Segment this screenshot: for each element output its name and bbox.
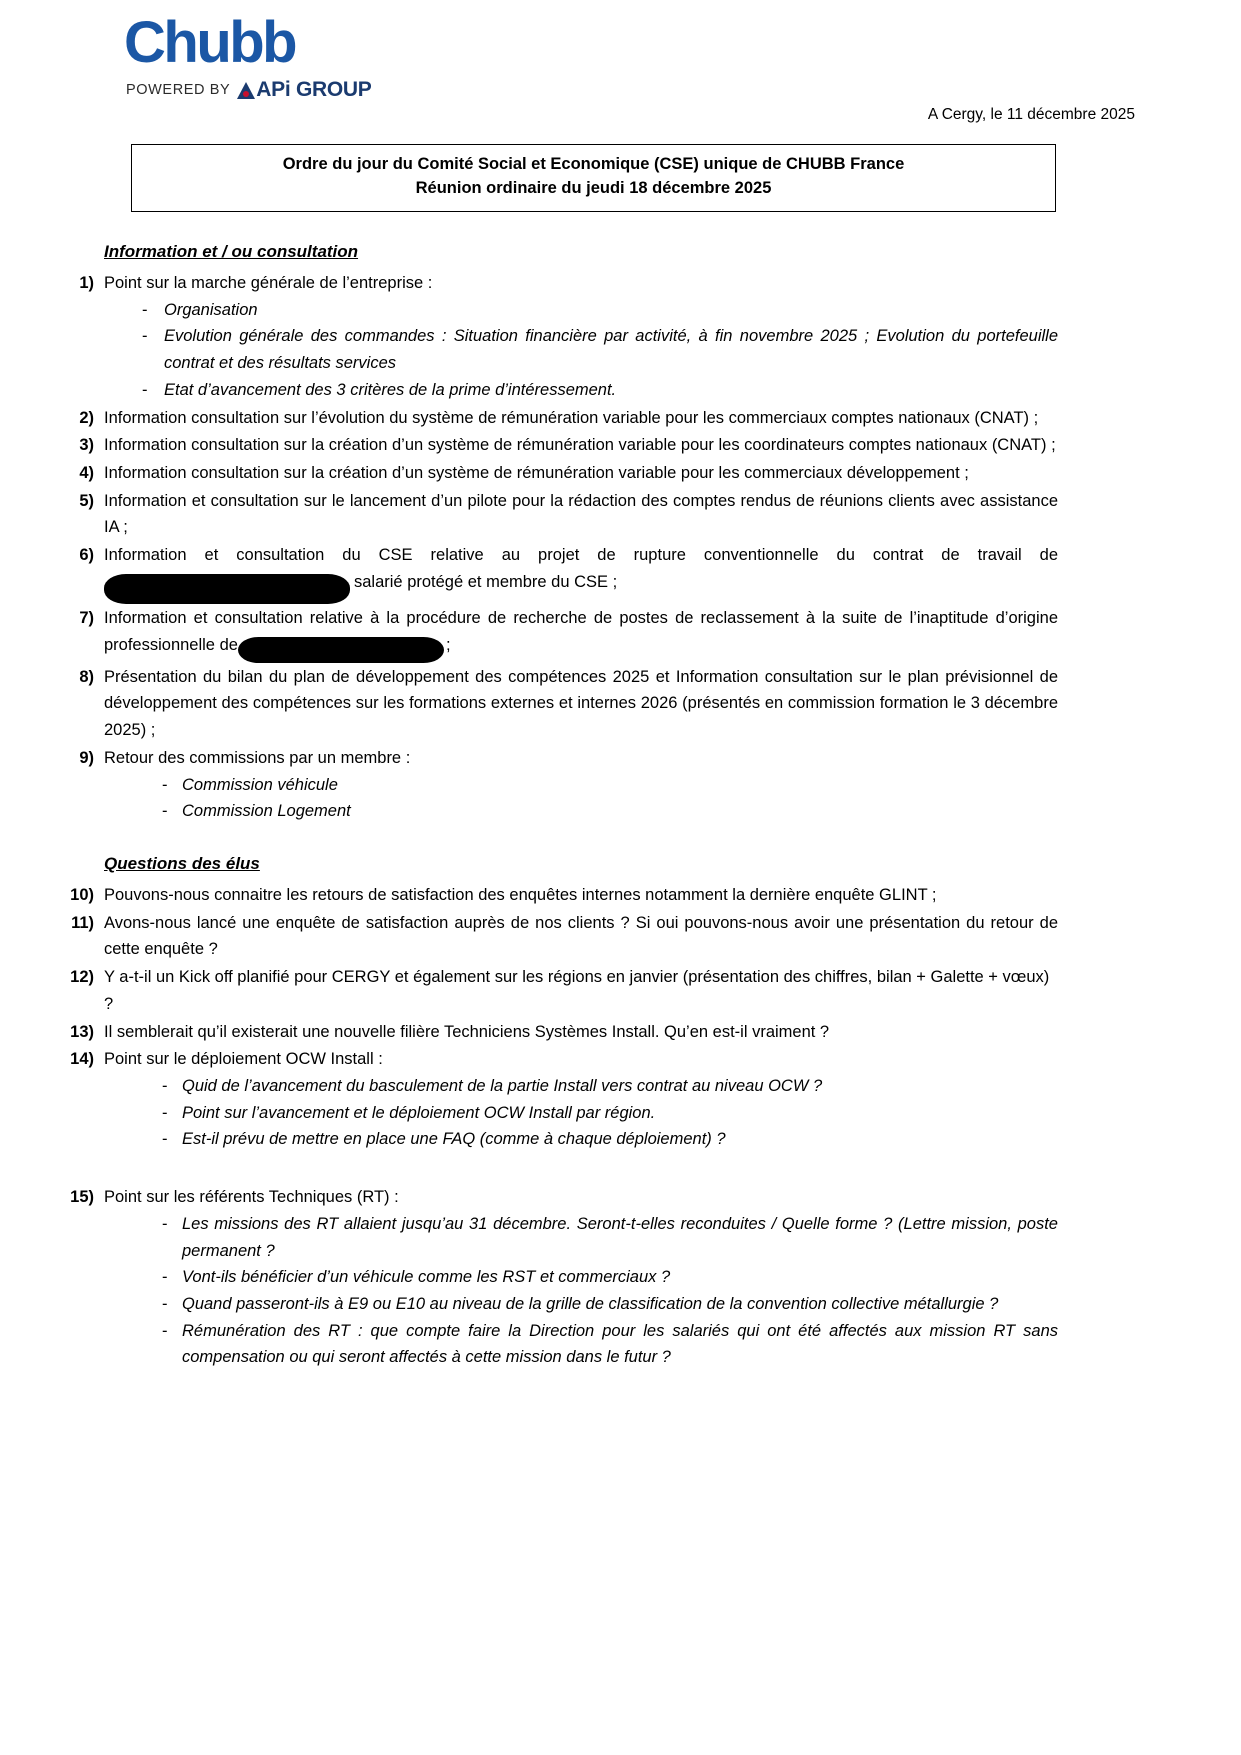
item-text-after-redaction: ; xyxy=(445,635,451,654)
list-item xyxy=(60,664,1060,744)
sub-item: - Est-il prévu de mettre en place une FAQ (comme à chaque déploiement) ? xyxy=(104,1126,1060,1153)
item-text: Avons-nous lancé une enquête de satisfaction auprès de nos clients ? Si oui pouvons-nous avoir une présentation du retour de cette enquête ? xyxy=(104,913,1058,959)
item-text xyxy=(104,605,1060,663)
list-item xyxy=(60,882,1060,909)
item-text-after-redaction: salarié protégé et membre du CSE ; xyxy=(354,572,618,591)
title-box xyxy=(131,144,1056,212)
item-text: Il semblerait qu’il existerait une nouvelle filière Techniciens Systèmes Install. Qu’en est-il vraiment ? xyxy=(104,1022,830,1041)
chubb-logo xyxy=(124,10,444,102)
logo-wordmark: Chubb xyxy=(124,10,296,75)
item-number: 13) xyxy=(70,1022,94,1041)
sub-item: - Point sur l’avancement et le déploiement OCW Install par région. xyxy=(104,1100,1060,1127)
list-item xyxy=(60,1019,1060,1046)
item-number: 14) xyxy=(70,1050,94,1069)
list-item xyxy=(60,745,1060,825)
sub-item: - Vont-ils bénéficier d’un véhicule comme les RST et commerciaux ? xyxy=(104,1264,1060,1291)
item-text: Point sur le déploiement OCW Install : xyxy=(104,1050,383,1069)
title-line-1: Ordre du jour du Comité Social et Economique (CSE) unique de CHUBB France xyxy=(282,155,905,173)
item-text: Information et consultation sur le lancement d’un pilote pour la rédaction des comptes rendus de réunions clients avec assistance IA ; xyxy=(104,491,1058,537)
questions-items-list xyxy=(60,882,1060,1371)
list-item xyxy=(60,432,1060,459)
item-text xyxy=(104,542,1060,604)
item-text: Pouvons-nous connaitre les retours de satisfaction des enquêtes internes notamment la dernière enquête GLINT ; xyxy=(104,885,937,904)
redaction-block xyxy=(238,637,444,663)
list-item xyxy=(60,964,1060,1017)
list-item xyxy=(60,270,1060,404)
section-spacer xyxy=(60,826,1060,848)
sub-item: - Quand passeront-ils à E9 ou E10 au niveau de la grille de classification de la convention collective métallurgie ? xyxy=(104,1291,1060,1318)
item-text: Point sur les référents Techniques (RT) : xyxy=(104,1188,399,1207)
item-number: 10) xyxy=(70,885,94,904)
api-group-mark xyxy=(237,78,371,102)
item-number: 4) xyxy=(79,464,94,483)
item-number: 5) xyxy=(79,491,94,510)
sub-item: - Evolution générale des commandes : Situation financière par activité, à fin novembre 2025 ; Evolution du portefeuille contrat et des résultats services xyxy=(104,323,1060,376)
item-number: 2) xyxy=(79,408,94,427)
list-item xyxy=(60,542,1060,604)
sub-item: - Commission Logement xyxy=(104,798,1060,825)
item-text: Y a-t-il un Kick off planifié pour CERGY et également sur les régions en janvier (présentation des chiffres, bilan + Galette + vœux) ? xyxy=(104,968,1050,1013)
item-text: Information consultation sur la création d’un système de rémunération variable pour les coordinateurs comptes nationaux (CNAT) ; xyxy=(104,436,1056,455)
item-text: Information consultation sur la création d’un système de rémunération variable pour les commerciaux développement ; xyxy=(104,464,969,483)
item-number: 15) xyxy=(70,1188,94,1207)
logo-tagline xyxy=(126,78,444,102)
list-item xyxy=(60,1154,1060,1371)
item-sublist xyxy=(104,297,1060,404)
list-item xyxy=(60,910,1060,963)
list-item xyxy=(60,1046,1060,1153)
item-sublist xyxy=(104,772,1060,825)
list-item xyxy=(60,605,1060,663)
item-number: 11) xyxy=(71,913,94,932)
item-number: 1) xyxy=(79,274,94,292)
item-text: Présentation du bilan du plan de développement des compétences 2025 et Information consultation sur le plan prévisionnel de développement des compétences sur les formations externes et internes 2026 (présentés en commission formation le 3 décembre 2025) ; xyxy=(104,667,1058,740)
sub-item: - Etat d’avancement des 3 critères de la prime d’intéressement. xyxy=(104,377,1060,404)
redaction-block xyxy=(104,574,350,604)
sub-item: - Organisation xyxy=(104,297,1060,324)
section-heading-information: Information et / ou consultation xyxy=(104,242,359,261)
item-number: 3) xyxy=(79,436,94,455)
item-text: Point sur la marche générale de l’entreprise : xyxy=(104,274,433,292)
sub-item: - Rémunération des RT : que compte faire la Direction pour les salariés qui ont été affectés aux mission RT sans compensation ou qui seront affectés à cette mission dans le futur ? xyxy=(104,1318,1060,1371)
dateline: A Cergy, le 11 décembre 2025 xyxy=(927,106,1135,123)
section-heading-questions: Questions des élus xyxy=(104,853,260,873)
logo-tagline-prefix: POWERED BY xyxy=(126,82,231,98)
item-number: 6) xyxy=(79,546,94,565)
logo-tagline-brand: APi GROUP xyxy=(256,78,372,101)
title-line-2: Réunion ordinaire du jeudi 18 décembre 2025 xyxy=(415,178,772,197)
item-number: 7) xyxy=(79,608,94,627)
item-text: Retour des commissions par un membre : xyxy=(104,748,411,767)
item-text: Information consultation sur l’évolution du système de rémunération variable pour les commerciaux comptes nationaux (CNAT) ; xyxy=(104,408,1039,427)
list-item xyxy=(60,488,1060,541)
item-number: 8) xyxy=(79,667,94,686)
list-item xyxy=(60,460,1060,487)
list-item xyxy=(60,405,1060,432)
sub-item: - Quid de l’avancement du basculement de la partie Install vers contrat au niveau OCW ? xyxy=(104,1073,1060,1100)
item-sublist xyxy=(104,1211,1060,1371)
item-text-before-redaction: Information et consultation relative à la procédure de recherche de postes de reclassement à la suite de l’inaptitude d’origine professionnelle de xyxy=(104,608,1058,654)
item-number: 12) xyxy=(70,968,94,987)
sub-item: - Les missions des RT allaient jusqu’au 31 décembre. Seront-t-elles reconduites / Quelle forme ? (Lettre mission, poste permanent ? xyxy=(104,1211,1060,1264)
item-text-before-redaction: Information et consultation du CSE relative au projet de rupture conventionnelle du contrat de travail de xyxy=(104,546,1058,565)
item-sublist xyxy=(104,1073,1060,1153)
information-items-list xyxy=(60,270,1060,825)
item-spacer xyxy=(104,1154,1060,1184)
sub-item: - Commission véhicule xyxy=(104,772,1060,799)
item-number: 9) xyxy=(79,748,94,767)
api-triangle-icon xyxy=(237,82,255,99)
document-body xyxy=(60,236,1060,1372)
